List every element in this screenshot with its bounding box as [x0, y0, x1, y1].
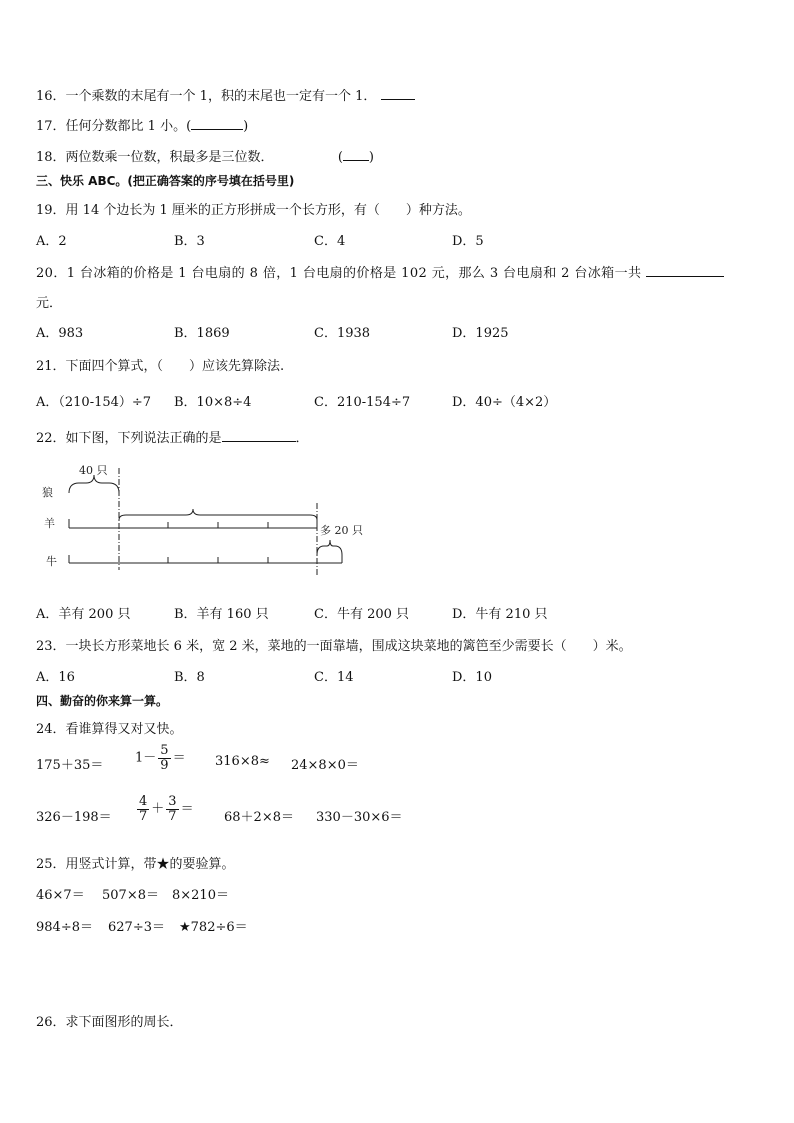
option-b[interactable]: B．1869 — [174, 326, 230, 341]
expression: 326－198＝ — [36, 810, 112, 825]
expression: 627÷3＝ — [108, 920, 165, 935]
option-b[interactable]: B．8 — [174, 670, 205, 685]
question-18-text: 18．两位数乘一位数，积最多是三位数． — [36, 150, 274, 165]
fraction — [137, 795, 149, 823]
option-d[interactable]: D．1925 — [452, 326, 509, 341]
sheep-brace — [119, 509, 317, 520]
answer-blank[interactable] — [343, 149, 369, 161]
option-d[interactable]: D．牛有 210 只 — [452, 607, 548, 622]
expression: 984÷8＝ — [36, 920, 93, 935]
question-17 — [36, 115, 248, 134]
expression: 46×7＝ — [36, 888, 85, 903]
option-a[interactable]: A．（210-154）÷7 — [36, 395, 152, 410]
option-c[interactable]: C．210-154÷7 — [314, 395, 411, 410]
expression-prefix: 1－ — [135, 750, 157, 766]
answer-blank[interactable] — [646, 265, 724, 277]
question-17-text: 17．任何分数都比 1 小。( — [36, 119, 192, 134]
option-d[interactable]: D．5 — [452, 234, 484, 249]
line-segment-diagram — [36, 458, 376, 576]
option-c[interactable]: C．牛有 200 只 — [314, 607, 410, 622]
period: ． — [295, 431, 309, 446]
option-b[interactable]: B．羊有 160 只 — [174, 607, 269, 622]
expression: 68＋2×8＝ — [224, 810, 294, 825]
option-a[interactable]: A．983 — [36, 326, 84, 341]
plus: ＋ — [151, 801, 165, 817]
answer-blank[interactable] — [191, 118, 243, 130]
close-paren: ) — [243, 119, 249, 134]
option-c[interactable]: C．4 — [314, 234, 346, 249]
denominator: 7 — [168, 808, 177, 824]
question-23-text: 23．一块长方形菜地长 6 米，宽 2 米，菜地的一面靠墙，围成这块菜地的篱笆至少需要长（ ）米。 — [36, 639, 632, 654]
section-3-title: 三、快乐 ABC。(把正确答案的序号填在括号里) — [36, 174, 295, 188]
option-a[interactable]: A．羊有 200 只 — [36, 607, 131, 622]
option-a[interactable]: A．16 — [36, 670, 75, 685]
fraction — [166, 795, 178, 823]
question-16 — [36, 85, 415, 104]
option-b[interactable]: B．10×8÷4 — [174, 395, 252, 410]
option-d[interactable]: D．40÷（4×2） — [452, 395, 557, 410]
question-25-text: 25．用竖式计算，带★的要验算。 — [36, 857, 235, 872]
expression: 330－30×6＝ — [316, 810, 403, 825]
question-19-text: 19．用 14 个边长为 1 厘米的正方形拼成一个长方形，有（ ）种方法。 — [36, 203, 471, 218]
equals: ＝ — [180, 801, 194, 817]
answer-blank[interactable] — [381, 88, 415, 100]
option-a[interactable]: A．2 — [36, 234, 67, 249]
question-21-text: 21．下面四个算式，（ ）应该先算除法. — [36, 359, 285, 374]
question-16-text: 16．一个乘数的末尾有一个 1，积的末尾也一定有一个 1． — [36, 89, 377, 104]
expression: 8×210＝ — [172, 888, 229, 903]
equals: ＝ — [172, 750, 186, 766]
extra-brace — [317, 540, 342, 555]
expression: 507×8＝ — [102, 888, 159, 903]
expression: 175＋35＝ — [36, 758, 104, 773]
question-22 — [36, 427, 309, 446]
question-18 — [36, 146, 374, 165]
numerator: 4 — [139, 794, 148, 809]
wolf-amount: 40 只 — [79, 464, 108, 477]
question-24-text: 24．看谁算得又对又快。 — [36, 722, 183, 737]
fraction — [158, 744, 170, 772]
question-26-text: 26．求下面图形的周长． — [36, 1015, 183, 1030]
label-cow: 牛 — [46, 555, 57, 568]
denominator: 9 — [160, 757, 169, 773]
question-20-text: 20．1 台冰箱的价格是 1 台电扇的 8 倍，1 台电扇的价格是 102 元，那么 3 台电扇和 2 台冰箱一共 — [36, 266, 642, 281]
expression: 316×8≈ — [215, 754, 270, 769]
extra-amount: 多 20 只 — [320, 524, 363, 537]
expression: 24×8×0＝ — [291, 758, 359, 773]
question-20-tail: 元． — [36, 296, 63, 311]
label-wolf: 狼 — [42, 486, 53, 499]
question-22-text: 22．如下图，下列说法正确的是 — [36, 431, 222, 446]
option-b[interactable]: B．3 — [174, 234, 205, 249]
label-sheep: 羊 — [44, 517, 55, 530]
expression-fraction-sum — [135, 795, 194, 823]
expression-fraction — [135, 744, 186, 772]
option-c[interactable]: C．1938 — [314, 326, 371, 341]
close-paren: ) — [368, 150, 374, 165]
section-4-title: 四、勤奋的你来算一算。 — [36, 694, 169, 708]
expression: ★782÷6＝ — [179, 920, 248, 935]
numerator: 5 — [160, 743, 169, 758]
wolf-brace — [69, 475, 119, 493]
option-c[interactable]: C．14 — [314, 670, 354, 685]
denominator: 7 — [139, 808, 148, 824]
answer-blank[interactable] — [222, 430, 296, 442]
option-d[interactable]: D．10 — [452, 670, 492, 685]
question-20 — [36, 262, 724, 281]
open-paren: ( — [337, 150, 343, 165]
numerator: 3 — [168, 794, 177, 809]
